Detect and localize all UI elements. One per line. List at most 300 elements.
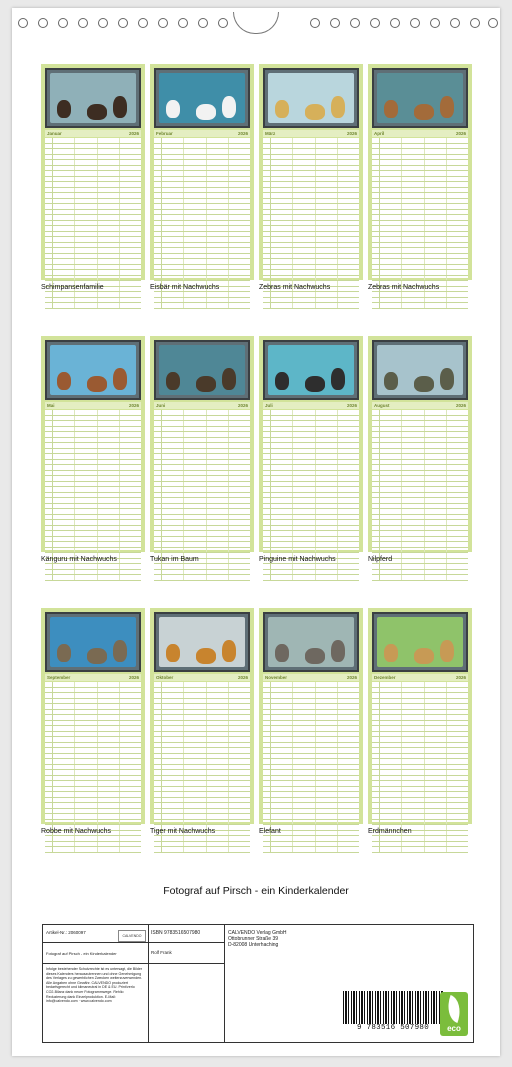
day-number-cell [45, 787, 53, 792]
day-entry-cell [120, 292, 141, 297]
day-entry-cell [162, 803, 184, 808]
day-entry-cell [229, 575, 250, 580]
day-entry-cell [120, 254, 141, 259]
day-entry-cell [53, 188, 75, 193]
day-number-cell [372, 715, 380, 720]
day-entry-cell [402, 215, 424, 220]
day-entry-cell [316, 765, 338, 770]
day-entry-cell [120, 248, 141, 253]
day-entry-cell [162, 482, 184, 487]
day-entry-cell [293, 476, 315, 481]
day-entry-cell [53, 688, 75, 693]
day-entry-cell [53, 781, 75, 786]
day-number-cell [372, 138, 380, 143]
day-number-cell [263, 177, 271, 182]
day-entry-cell [402, 842, 424, 847]
day-entry-cell [53, 471, 75, 476]
day-number-cell [45, 504, 53, 509]
day-entry-cell [293, 432, 315, 437]
day-entry-cell [229, 443, 250, 448]
day-entry-cell [338, 509, 359, 514]
day-entry-cell [120, 682, 141, 687]
day-entry-cell [316, 743, 338, 748]
photo-figure [331, 368, 345, 390]
day-entry-cell [229, 199, 250, 204]
day-entry-cell [271, 303, 293, 308]
day-entry-cell [207, 487, 229, 492]
binding-hole [450, 18, 460, 28]
day-number-cell [154, 759, 162, 764]
day-number-cell [154, 188, 162, 193]
day-entry-cell [229, 803, 250, 808]
photo-figure [331, 96, 345, 118]
day-entry-cell [447, 177, 468, 182]
day-number-cell [45, 303, 53, 308]
day-entry-cell [53, 460, 75, 465]
day-entry-cell [293, 526, 315, 531]
day-entry-cell [271, 210, 293, 215]
day-number-cell [372, 737, 380, 742]
day-entry-cell [162, 715, 184, 720]
day-entry-cell [402, 416, 424, 421]
day-entry-cell [53, 520, 75, 525]
day-number-cell [154, 809, 162, 814]
day-entry-cell [271, 204, 293, 209]
day-entry-cell [207, 254, 229, 259]
day-number-cell [263, 765, 271, 770]
day-entry-cell [293, 243, 315, 248]
day-entry-cell [271, 781, 293, 786]
day-entry-cell [120, 287, 141, 292]
day-entry-cell [75, 298, 97, 303]
day-entry-cell [120, 427, 141, 432]
day-entry-cell [53, 259, 75, 264]
day-entry-cell [75, 210, 97, 215]
day-number-cell [263, 427, 271, 432]
day-number-cell [154, 531, 162, 536]
day-number-cell [154, 754, 162, 759]
month-panel [259, 336, 363, 552]
day-entry-cell [75, 743, 97, 748]
day-entry-cell [293, 292, 315, 297]
day-entry-cell [316, 776, 338, 781]
day-entry-cell [53, 682, 75, 687]
day-entry-cell [162, 748, 184, 753]
month-name: November [265, 675, 288, 680]
day-entry-cell [338, 743, 359, 748]
day-entry-cell [162, 688, 184, 693]
day-entry-cell [402, 781, 424, 786]
day-entry-cell [271, 182, 293, 187]
day-entry-cell [120, 232, 141, 237]
day-number-cell [45, 814, 53, 819]
day-entry-cell [53, 254, 75, 259]
day-entry-cell [184, 443, 206, 448]
day-grid [372, 682, 468, 822]
day-entry-cell [338, 770, 359, 775]
day-number-cell [45, 509, 53, 514]
day-entry-cell [425, 138, 447, 143]
day-entry-cell [402, 809, 424, 814]
day-entry-cell [207, 726, 229, 731]
day-entry-cell [380, 693, 402, 698]
day-number-cell [154, 820, 162, 825]
day-entry-cell [447, 144, 468, 149]
day-number-cell [372, 204, 380, 209]
month-name: Januar [47, 131, 62, 136]
day-entry-cell [338, 715, 359, 720]
day-entry-cell [162, 548, 184, 553]
day-entry-cell [316, 770, 338, 775]
day-entry-cell [162, 166, 184, 171]
day-entry-cell [184, 575, 206, 580]
day-entry-cell [207, 449, 229, 454]
day-entry-cell [207, 498, 229, 503]
day-entry-cell [184, 204, 206, 209]
day-entry-cell [271, 809, 293, 814]
day-entry-cell [120, 809, 141, 814]
day-entry-cell [98, 809, 120, 814]
binding-hole [330, 18, 340, 28]
day-entry-cell [338, 831, 359, 836]
day-number-cell [154, 710, 162, 715]
day-entry-cell [447, 210, 468, 215]
day-number-cell [263, 226, 271, 231]
day-number-cell [154, 575, 162, 580]
day-entry-cell [229, 149, 250, 154]
day-entry-cell [271, 199, 293, 204]
day-entry-cell [229, 814, 250, 819]
day-entry-cell [75, 460, 97, 465]
day-number-cell [263, 520, 271, 525]
month-name: Juli [265, 403, 273, 408]
day-entry-cell [425, 820, 447, 825]
day-entry-cell [425, 520, 447, 525]
day-entry-cell [447, 765, 468, 770]
day-number-cell [45, 171, 53, 176]
day-entry-cell [338, 814, 359, 819]
day-entry-cell [207, 548, 229, 553]
month-header [263, 130, 359, 137]
day-number-cell [372, 564, 380, 569]
day-number-cell [372, 792, 380, 797]
day-number-cell [372, 298, 380, 303]
day-entry-cell [425, 743, 447, 748]
day-number-cell [45, 438, 53, 443]
day-entry-cell [380, 465, 402, 470]
day-entry-cell [338, 410, 359, 415]
day-entry-cell [447, 748, 468, 753]
day-entry-cell [98, 188, 120, 193]
binding-hole [370, 18, 380, 28]
day-entry-cell [98, 243, 120, 248]
day-entry-cell [184, 449, 206, 454]
day-entry-cell [75, 160, 97, 165]
day-entry-cell [316, 825, 338, 830]
day-number-cell [263, 160, 271, 165]
day-number-cell [45, 265, 53, 270]
day-entry-cell [402, 265, 424, 270]
day-entry-cell [120, 693, 141, 698]
day-entry-cell [425, 715, 447, 720]
day-entry-cell [184, 842, 206, 847]
day-entry-cell [98, 259, 120, 264]
day-entry-cell [207, 193, 229, 198]
day-entry-cell [425, 754, 447, 759]
day-entry-cell [229, 787, 250, 792]
day-entry-cell [184, 144, 206, 149]
day-number-cell [372, 520, 380, 525]
day-entry-cell [338, 542, 359, 547]
day-entry-cell [53, 199, 75, 204]
day-entry-cell [425, 748, 447, 753]
day-number-cell [372, 303, 380, 308]
day-entry-cell [184, 531, 206, 536]
day-entry-cell [447, 842, 468, 847]
day-entry-cell [162, 743, 184, 748]
day-entry-cell [229, 298, 250, 303]
day-entry-cell [162, 704, 184, 709]
day-entry-cell [98, 482, 120, 487]
month-year: 2026 [237, 675, 248, 680]
day-entry-cell [293, 688, 315, 693]
day-entry-cell [229, 732, 250, 737]
day-entry-cell [75, 754, 97, 759]
day-entry-cell [271, 814, 293, 819]
day-entry-cell [402, 177, 424, 182]
day-entry-cell [53, 421, 75, 426]
day-entry-cell [53, 704, 75, 709]
day-entry-cell [425, 248, 447, 253]
day-entry-cell [98, 432, 120, 437]
day-number-cell [263, 820, 271, 825]
day-number-cell [372, 292, 380, 297]
day-entry-cell [184, 564, 206, 569]
day-number-cell [372, 732, 380, 737]
day-entry-cell [316, 248, 338, 253]
day-number-cell [154, 570, 162, 575]
day-entry-cell [162, 259, 184, 264]
day-entry-cell [380, 814, 402, 819]
day-entry-cell [380, 699, 402, 704]
day-number-cell [45, 721, 53, 726]
day-entry-cell [120, 298, 141, 303]
day-entry-cell [425, 259, 447, 264]
day-entry-cell [98, 454, 120, 459]
day-entry-cell [271, 487, 293, 492]
month-header [154, 674, 250, 681]
month-header [372, 130, 468, 137]
day-entry-cell [98, 781, 120, 786]
day-entry-cell [75, 188, 97, 193]
day-number-cell [263, 792, 271, 797]
day-entry-cell [293, 787, 315, 792]
day-number-cell [263, 726, 271, 731]
day-number-cell [45, 460, 53, 465]
day-entry-cell [425, 303, 447, 308]
day-entry-cell [229, 825, 250, 830]
day-entry-cell [402, 482, 424, 487]
day-entry-cell [425, 682, 447, 687]
day-entry-cell [53, 449, 75, 454]
day-entry-cell [120, 754, 141, 759]
day-entry-cell [447, 693, 468, 698]
day-entry-cell [447, 743, 468, 748]
day-row [154, 575, 250, 581]
day-entry-cell [425, 836, 447, 841]
day-entry-cell [271, 232, 293, 237]
day-entry-cell [380, 759, 402, 764]
barcode-bars [343, 991, 443, 1024]
day-number-cell [45, 564, 53, 569]
day-entry-cell [207, 526, 229, 531]
month-panel [368, 608, 472, 824]
day-entry-cell [338, 792, 359, 797]
day-entry-cell [98, 803, 120, 808]
day-entry-cell [98, 237, 120, 242]
day-entry-cell [316, 259, 338, 264]
day-number-cell [45, 732, 53, 737]
day-number-cell [45, 144, 53, 149]
day-entry-cell [53, 548, 75, 553]
day-number-cell [372, 842, 380, 847]
day-entry-cell [447, 493, 468, 498]
day-entry-cell [120, 182, 141, 187]
day-entry-cell [207, 737, 229, 742]
day-number-cell [154, 298, 162, 303]
day-entry-cell [425, 476, 447, 481]
photo-figure [384, 372, 398, 390]
day-entry-cell [98, 542, 120, 547]
day-entry-cell [207, 715, 229, 720]
day-entry-cell [271, 704, 293, 709]
day-entry-cell [98, 421, 120, 426]
day-entry-cell [53, 465, 75, 470]
day-entry-cell [207, 704, 229, 709]
day-entry-cell [425, 460, 447, 465]
day-entry-cell [293, 515, 315, 520]
month-caption: Robbe mit Nachwuchs [41, 828, 112, 835]
day-entry-cell [380, 836, 402, 841]
day-entry-cell [229, 292, 250, 297]
day-entry-cell [402, 427, 424, 432]
day-entry-cell [229, 721, 250, 726]
day-entry-cell [207, 509, 229, 514]
day-entry-cell [293, 171, 315, 176]
day-number-cell [45, 166, 53, 171]
day-entry-cell [207, 182, 229, 187]
day-entry-cell [162, 303, 184, 308]
day-entry-cell [447, 704, 468, 709]
day-entry-cell [207, 471, 229, 476]
day-entry-cell [207, 210, 229, 215]
day-number-cell [263, 787, 271, 792]
day-number-cell [372, 443, 380, 448]
day-entry-cell [380, 531, 402, 536]
month-caption: Elefant [259, 828, 281, 835]
day-entry-cell [380, 803, 402, 808]
day-number-cell [372, 449, 380, 454]
day-entry-cell [162, 177, 184, 182]
day-number-cell [372, 144, 380, 149]
day-number-cell [45, 449, 53, 454]
day-entry-cell [120, 570, 141, 575]
day-entry-cell [75, 177, 97, 182]
day-entry-cell [316, 693, 338, 698]
day-entry-cell [53, 847, 75, 852]
month-panel [41, 64, 145, 280]
day-entry-cell [207, 421, 229, 426]
day-entry-cell [425, 199, 447, 204]
day-entry-cell [75, 699, 97, 704]
day-entry-cell [271, 787, 293, 792]
day-entry-cell [184, 710, 206, 715]
day-entry-cell [162, 237, 184, 242]
day-entry-cell [53, 526, 75, 531]
day-entry-cell [316, 460, 338, 465]
day-entry-cell [338, 460, 359, 465]
day-number-cell [45, 248, 53, 253]
day-entry-cell [316, 520, 338, 525]
day-entry-cell [229, 259, 250, 264]
day-entry-cell [425, 177, 447, 182]
day-entry-cell [229, 265, 250, 270]
month-header [263, 674, 359, 681]
day-entry-cell [207, 149, 229, 154]
day-entry-cell [75, 221, 97, 226]
day-entry-cell [229, 215, 250, 220]
day-entry-cell [402, 221, 424, 226]
day-number-cell [372, 743, 380, 748]
month-photo [45, 68, 141, 128]
photo-figure [166, 372, 180, 390]
month-year: 2026 [455, 131, 466, 136]
day-entry-cell [53, 243, 75, 248]
day-entry-cell [447, 193, 468, 198]
isbn: ISBN 9783516507980 [151, 930, 201, 936]
day-number-cell [263, 476, 271, 481]
photo-figure [275, 644, 289, 662]
day-entry-cell [380, 792, 402, 797]
day-entry-cell [380, 781, 402, 786]
day-entry-cell [271, 421, 293, 426]
day-entry-cell [162, 171, 184, 176]
day-entry-cell [120, 770, 141, 775]
day-entry-cell [229, 743, 250, 748]
day-entry-cell [338, 438, 359, 443]
day-entry-cell [293, 836, 315, 841]
day-entry-cell [75, 144, 97, 149]
day-entry-cell [75, 542, 97, 547]
day-number-cell [45, 292, 53, 297]
day-number-cell [372, 787, 380, 792]
eco-badge [440, 992, 468, 1036]
day-entry-cell [184, 820, 206, 825]
day-entry-cell [338, 281, 359, 286]
day-entry-cell [338, 754, 359, 759]
day-entry-cell [162, 454, 184, 459]
day-entry-cell [75, 748, 97, 753]
day-entry-cell [98, 531, 120, 536]
day-entry-cell [316, 449, 338, 454]
month-year: 2026 [237, 131, 248, 136]
day-entry-cell [184, 265, 206, 270]
day-number-cell [372, 531, 380, 536]
day-entry-cell [120, 465, 141, 470]
day-entry-cell [402, 471, 424, 476]
day-entry-cell [53, 276, 75, 281]
photo-figure [305, 376, 325, 392]
